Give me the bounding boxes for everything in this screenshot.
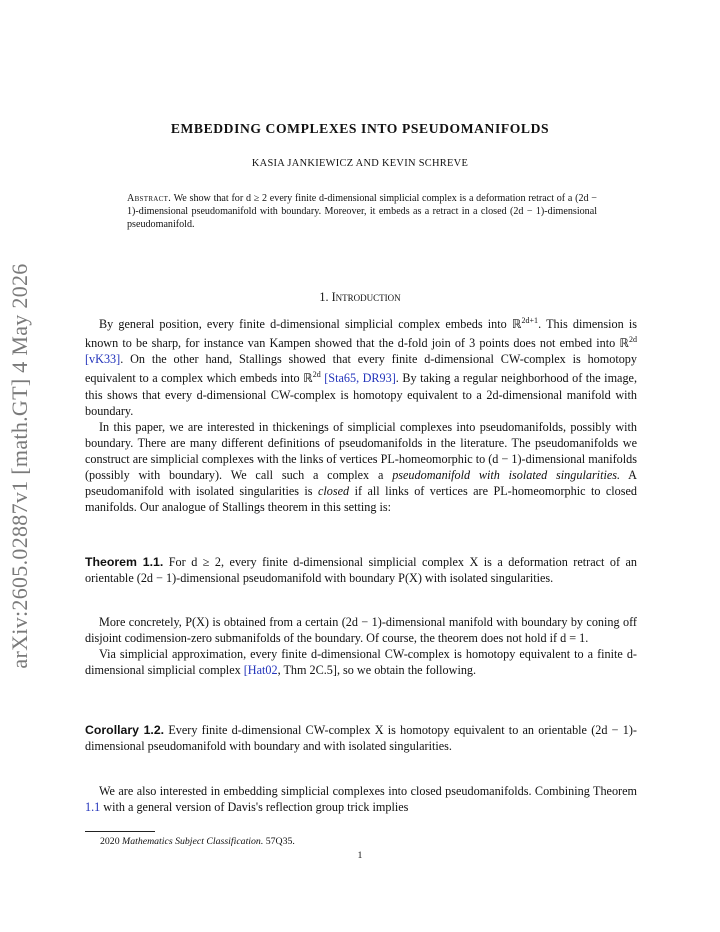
- arxiv-stamp-text: arXiv:2605.02887v1 [math.GT] 4 May 2026: [7, 263, 32, 669]
- abstract-label: Abstract.: [127, 193, 172, 204]
- section-title: Introduction: [331, 290, 401, 304]
- footnote-code: 57Q35.: [265, 836, 295, 847]
- theorem-statement: [85, 554, 637, 586]
- intro-paragraph-1: [85, 313, 637, 419]
- intro-p1-part-a: By general position, every finite d-dimensional simplicial complex embeds into ℝ: [99, 317, 522, 332]
- post-theorem-p2-part-b: , Thm 2C.5], so we obtain the following.: [277, 663, 477, 678]
- post-theorem-p2-part-a: Via simplicial approximation, every finite d-dimensional CW-complex is homotopy equivalent to a finite d-dimensional simplicial complex: [85, 647, 637, 678]
- intro-paragraph-2: [85, 419, 637, 516]
- author-line: KASIA JANKIEWICZ AND KEVIN SCHREVE: [251, 158, 469, 169]
- citation-link-vk33[interactable]: [vK33]: [85, 352, 121, 367]
- footnote: [100, 836, 295, 847]
- theorem-text: For d ≥ 2, every finite d-dimensional simplicial complex X is a deformation retract of an orientable (2d − 1)-dimensional pseudomanifold with boundary P(X) with isolated singularities.: [85, 555, 638, 586]
- closing-part-a: We are also interested in embedding simplicial complexes into closed pseudomanifolds. Combining Theorem: [99, 784, 637, 798]
- closing-text: [85, 783, 637, 815]
- page-number: 1: [357, 850, 363, 861]
- section-number: 1.: [319, 290, 329, 304]
- superscript: 2d+1: [521, 316, 539, 325]
- abstract-text: We show that for d ≥ 2 every finite d-dimensional simplicial complex is a deformation retract of a (2d − 1)-dimensional pseudomanifold with boundary. Moreover, it embeds as a retract in a closed (2d − 1)-dimensional pseudomanifold.: [127, 193, 598, 231]
- corollary-statement: [85, 722, 637, 754]
- post-theorem-paragraph-2: [85, 646, 637, 678]
- closing-part-b: with a general version of Davis's reflection group trick implies: [100, 800, 409, 815]
- introduction-body: [85, 313, 637, 515]
- emphasis-term: pseudomanifold with isolated singularities.: [392, 468, 621, 483]
- post-theorem-paragraph-1: More concretely, P(X) is obtained from a certain (2d − 1)-dimensional manifold with boundary by coning off disjoint codimension-zero submanifolds of the boundary. Of course, the theorem does not hold if d = 1.: [85, 615, 637, 646]
- intro-p1-part-c: . On the other hand, Stallings showed that every finite d-dimensional CW-complex is homotopy equivalent to a complex which embeds into ℝ: [85, 352, 637, 386]
- citation-link-sta65-dr93[interactable]: [Sta65, DR93]: [324, 371, 396, 386]
- footnote-year: 2020: [100, 836, 120, 847]
- superscript: 2d: [629, 335, 637, 345]
- superscript: 2d: [312, 370, 321, 380]
- abstract-block: [127, 192, 597, 232]
- post-theorem-body: [85, 614, 637, 678]
- closing-paragraph: [85, 783, 637, 815]
- corollary-1-2: [85, 722, 637, 754]
- theorem-label: Theorem 1.1.: [85, 555, 164, 569]
- footnote-rule: [85, 831, 155, 832]
- citation-link-hat02[interactable]: [Hat02: [243, 663, 278, 678]
- section-heading: [0, 290, 720, 305]
- intro-p2-part-b: A pseudomanifold with isolated singularities is: [85, 468, 637, 499]
- theorem-1-1: [85, 554, 637, 586]
- intro-p2-part-c: if all links of vertices are PL-homeomorphic to closed manifolds. Our analogue of Stallings theorem in this setting is:: [85, 484, 638, 515]
- intro-p1-part-d: . By taking a regular neighborhood of the image, this shows that every d-dimensional CW-complex is homotopy equivalent to a 2d-dimensional manifold with boundary.: [85, 371, 638, 418]
- footnote-label: Mathematics Subject Classification.: [122, 836, 264, 847]
- corollary-text: Every finite d-dimensional CW-complex X is homotopy equivalent to an orientable (2d − 1)-dimensional pseudomanifold with boundary and with isolated singularities.: [85, 723, 637, 754]
- corollary-label: Corollary 1.2.: [85, 723, 165, 737]
- paper-title: EMBEDDING COMPLEXES INTO PSEUDOMANIFOLDS: [170, 121, 550, 136]
- intro-p2-part-a: In this paper, we are interested in thickenings of simplicial complexes into pseudomanifolds, possibly with boundary. There are many different definitions of pseudomanifolds in the literature. The pseudomanifolds we construct are simplicial complexes with the links of vertices PL-homeomorphic to (d − 1)-dimensional manifolds (possibly with boundary). We call such a complex a: [85, 419, 637, 483]
- emphasis-term: closed: [318, 484, 350, 499]
- theorem-reference-link[interactable]: 1.1: [85, 800, 101, 815]
- intro-p1-part-b: . This dimension is known to be sharp, for instance van Kampen showed that the d-fold join of 3 points does not embed into ℝ: [85, 317, 637, 351]
